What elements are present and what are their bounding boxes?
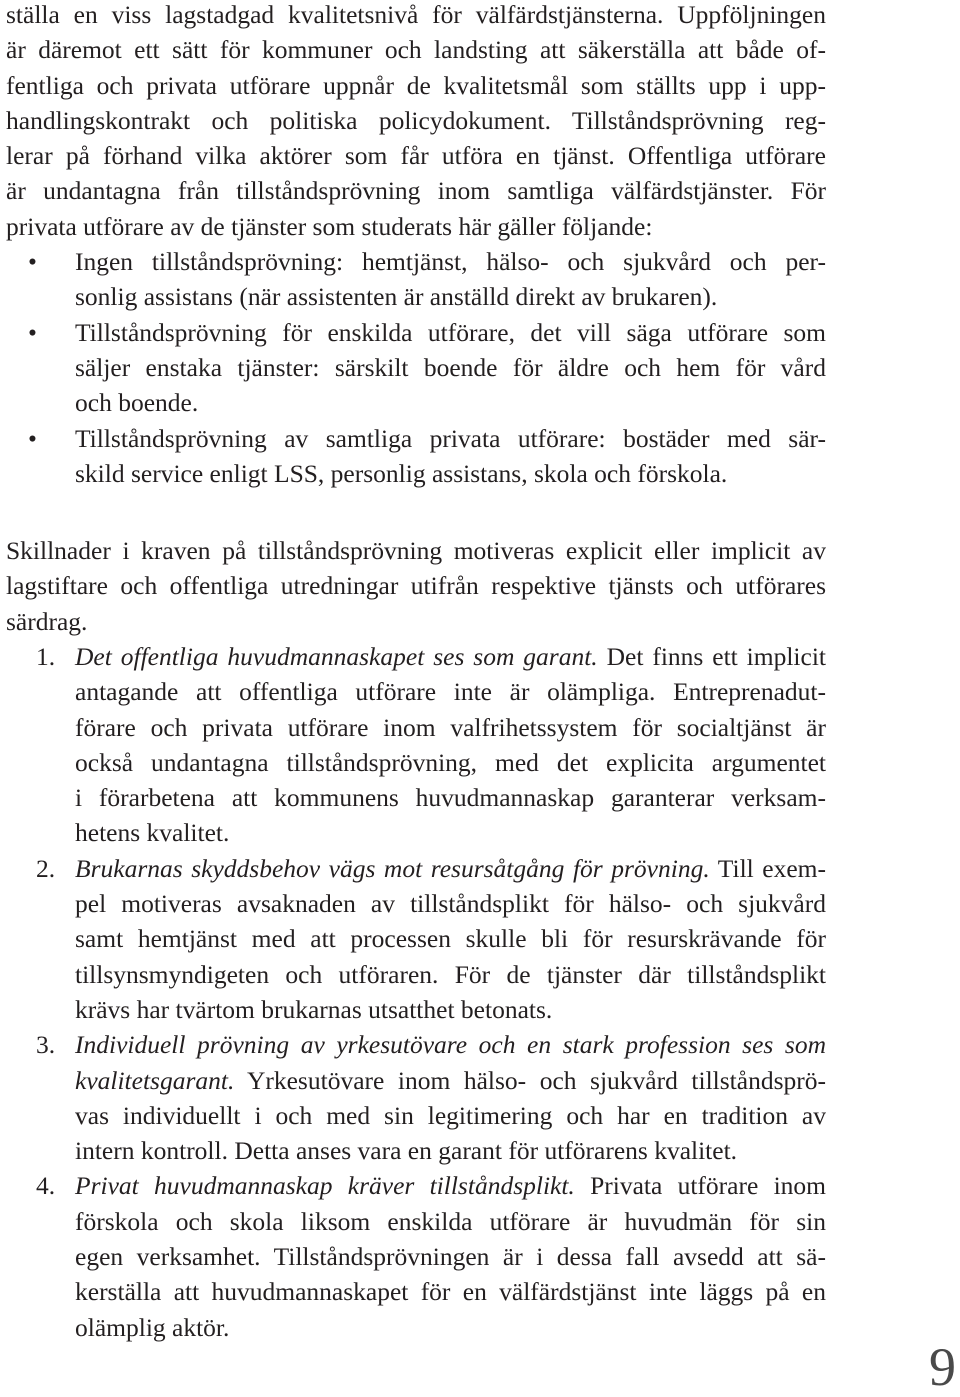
item-heading: Individuell prövning av yrkesutövare och en stark profession ses som: [75, 1030, 826, 1060]
bullet-item: [6, 315, 826, 421]
text-line: pel motiveras avsaknaden av tillståndsplikt för hälso- och sjukvård: [75, 889, 826, 919]
text-line: och boende.: [75, 388, 199, 418]
item-heading: Det offentliga huvudmannaskapet ses som garant.: [75, 642, 598, 671]
text-line: sonlig assistans (när assistenten är anställd direkt av brukaren).: [75, 282, 718, 312]
bullet-item: [6, 244, 826, 315]
text-line: är däremot ett sätt för kommuner och landsting att säkerställa att både of-: [6, 35, 826, 65]
text-line: Tillståndsprövning av samtliga privata utförare: bostäder med sär-: [75, 423, 826, 453]
list-number: 4.: [36, 1171, 56, 1201]
text-line: [6, 1063, 826, 1098]
text-line: förskola och skola liksom enskilda utförare är huvudmän för sin: [75, 1206, 826, 1236]
text-span: Till exem-: [709, 853, 827, 883]
text-line: [6, 1168, 826, 1203]
text-line: tillsynsmyndigeten och utföraren. För de tjänster där tillståndsplikt: [75, 959, 826, 989]
bullet-icon: •: [28, 247, 37, 277]
item-heading-continued: kvalitetsgarant.: [75, 1065, 235, 1095]
list-number: 1.: [36, 642, 56, 671]
intro-paragraph: [6, 0, 826, 491]
text-span: Det finns ett implicit: [597, 642, 827, 671]
text-line: antagande att offentliga utförare inte är olämpliga. Entreprenadut-: [75, 677, 826, 707]
text-line: i förarbetena att kommunens huvudmannaskap garanterar verksam-: [75, 783, 826, 813]
text-line: lerar på förhand vilka aktörer som får utföra en tjänst. Offentliga utförare: [6, 141, 826, 171]
text-line: olämplig aktör.: [75, 1312, 230, 1342]
text-line: kerställa att huvudmannaskapet för en välfärdstjänst inte läggs på en: [75, 1277, 826, 1307]
text-line: fentliga och privata utförare uppnår de kvalitetsmål som ställts upp i upp-: [6, 70, 826, 100]
list-item: [6, 1027, 826, 1168]
text-line: egen verksamhet. Tillståndsprövningen är i dessa fall avsedd att sä-: [75, 1242, 826, 1272]
text-line: Skillnader i kraven på tillståndsprövning motiveras explicit eller implicit av: [6, 536, 826, 565]
text-line: krävs har tvärtom brukarnas utsatthet betonats.: [75, 994, 553, 1024]
list-item: [6, 851, 826, 1027]
text-line: också undantagna tillståndsprövning, med det explicita argumentet: [75, 747, 826, 777]
bullet-icon: •: [28, 423, 37, 453]
bullet-icon: •: [28, 317, 37, 347]
list-item: [6, 1168, 826, 1344]
text-line: privata utförare av de tjänster som studerats här gäller följande:: [6, 211, 653, 241]
differences-paragraph: [6, 533, 826, 639]
text-line: lagstiftare och offentliga utredningar utifrån respektive tjänsts och utförares: [6, 571, 826, 601]
text-span: Privata utförare inom: [574, 1171, 826, 1201]
list-item: [6, 639, 826, 851]
text-line: [6, 851, 826, 886]
text-line: säljer enstaka tjänster: särskilt boende för äldre och hem för vård: [75, 352, 826, 382]
numbered-list: [6, 639, 826, 1345]
page-number: 9: [929, 1337, 956, 1397]
text-line: särdrag.: [6, 606, 88, 636]
text-line: är undantagna från tillståndsprövning inom samtliga välfärdstjänster. För: [6, 176, 826, 206]
text-line: vas individuellt i och med sin legitimering och har en tradition av: [75, 1100, 826, 1130]
text-line: [6, 1027, 826, 1062]
text-span: Yrkesutövare inom hälso- och sjukvård tillståndsprö-: [234, 1065, 826, 1095]
text-line: Tillståndsprövning för enskilda utförare, det vill säga utförare som: [75, 317, 826, 347]
bullet-list: [6, 244, 826, 491]
list-number: 2.: [36, 853, 56, 883]
text-line: förare och privata utförare inom valfrihetssystem för socialtjänst är: [75, 712, 826, 742]
text-line: Ingen tillståndsprövning: hemtjänst, hälso- och sjukvård och per-: [75, 247, 826, 277]
text-line: hetens kvalitet.: [75, 818, 230, 848]
item-heading: Brukarnas skyddsbehov vägs mot resursåtgång för prövning.: [75, 853, 710, 883]
text-line: handlingskontrakt och politiska policydokument. Tillståndsprövning reg-: [6, 105, 826, 135]
text-line: ställa en viss lagstadgad kvalitetsnivå för välfärdstjänsterna. Uppföljningen: [6, 0, 826, 29]
item-heading: Privat huvudmannaskap kräver tillståndsplikt.: [75, 1171, 575, 1201]
list-number: 3.: [36, 1030, 56, 1060]
text-line: samt hemtjänst med att processen skulle bli för resurskrävande för: [75, 924, 826, 954]
text-line: intern kontroll. Detta anses vara en garant för utförarens kvalitet.: [75, 1136, 738, 1166]
text-line: skild service enligt LSS, personlig assistans, skola och förskola.: [75, 458, 728, 488]
bullet-item: [6, 421, 826, 492]
text-line: [6, 639, 826, 674]
